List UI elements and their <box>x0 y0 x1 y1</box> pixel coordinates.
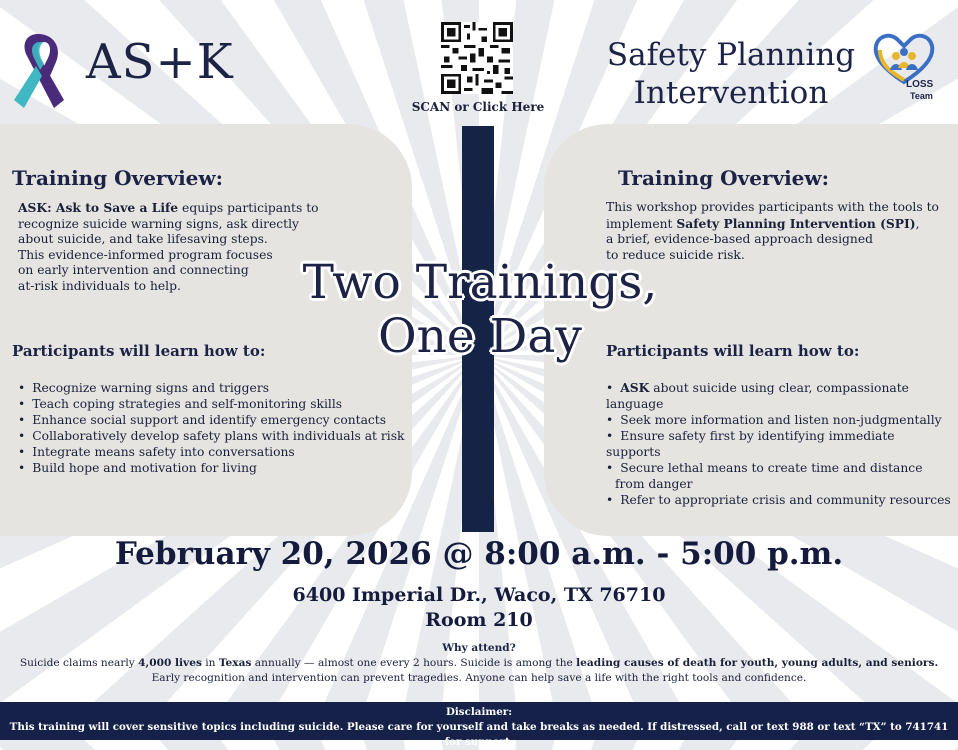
center-title-line1: Two Trainings, <box>302 255 658 310</box>
spi-program-name: Safety Planning Intervention (SPI) <box>676 215 916 231</box>
ask-program-name: ASK: Ask to Save a Life <box>18 200 179 215</box>
right-overview-l3: a brief, evidence-based approach designed <box>606 232 873 247</box>
right-learn-list <box>606 380 951 508</box>
right-overview-text <box>606 200 946 263</box>
right-overview-l1: This workshop provides participants with the tools to <box>606 200 939 214</box>
why-attend-heading: Why attend? <box>442 642 516 654</box>
right-overview-l2a: implement <box>606 216 677 231</box>
qr-caption: SCAN or Click Here <box>411 100 545 114</box>
awareness-ribbon-icon <box>10 30 66 112</box>
disclaimer-banner <box>0 702 958 748</box>
qr-code[interactable] <box>441 22 513 94</box>
why-line2: Early recognition and intervention can prevent tragedies. Anyone can help save a life with the right tools and confidence. <box>151 672 807 684</box>
disclaimer-heading: Disclaimer: <box>445 706 513 718</box>
right-overview-l2c: , <box>915 216 920 231</box>
ask-bold: ASK <box>620 380 650 395</box>
event-room: Room 210 <box>425 609 533 631</box>
bullet4-line1: Secure lethal means to create time and distance <box>620 461 923 475</box>
left-overview-l6: at-risk individuals to help. <box>18 278 181 293</box>
right-overview-heading: Training Overview: <box>618 166 829 190</box>
loss-logo-sub: Team <box>910 91 933 101</box>
left-overview-l1: equips participants to <box>178 201 319 215</box>
center-title-line2: One Day <box>378 309 582 364</box>
list-item: • Build hope and motivation for living <box>18 460 408 476</box>
center-title <box>260 256 700 364</box>
right-learn-heading: Participants will learn how to: <box>606 342 860 360</box>
disclaimer-text: This training will cover sensitive topics including suicide. Please care for yourself and take breaks as needed. If distressed, call or text 988 or text “TX” to 741741 for support. <box>9 721 949 748</box>
list-item: • Teach coping strategies and self-monitoring skills <box>18 396 408 412</box>
ask-logo-text: AS+K <box>86 34 234 90</box>
why-attend-text <box>0 656 958 686</box>
why-line1: Suicide claims nearly 4,000 lives in Texas annually — almost one every 2 hours. Suicide is among the leading causes of death for youth, young adults, and seniors. <box>19 657 939 669</box>
list-item: • Recognize warning signs and triggers <box>18 380 408 396</box>
spi-title-line1: Safety Planning <box>606 37 856 73</box>
left-overview-l3: about suicide, and take lifesaving steps. <box>18 232 268 247</box>
right-overview-l4: to reduce suicide risk. <box>606 247 745 262</box>
left-overview-l5: on early intervention and connecting <box>18 263 249 278</box>
event-address: 6400 Imperial Dr., Waco, TX 76710 <box>292 584 666 606</box>
list-item: • Collaboratively develop safety plans with individuals at risk <box>18 428 408 444</box>
list-item: • Refer to appropriate crisis and community resources <box>606 492 951 508</box>
list-item <box>606 460 951 492</box>
loss-team-logo <box>872 30 936 106</box>
left-learn-list <box>18 380 408 476</box>
list-item <box>606 380 951 412</box>
left-overview-l2: recognize suicide warning signs, ask directly <box>18 216 299 231</box>
loss-logo-text: LOSS <box>906 79 934 90</box>
left-overview-heading: Training Overview: <box>12 166 223 190</box>
bullet4-line2: from danger <box>615 477 693 491</box>
list-item: • Integrate means safety into conversations <box>18 444 408 460</box>
event-date-time: February 20, 2026 @ 8:00 a.m. - 5:00 p.m. <box>114 536 844 572</box>
left-learn-heading: Participants will learn how to: <box>12 342 266 360</box>
list-item: • Ensure safety first by identifying immediate supports <box>606 428 951 460</box>
bullet1-rest: about suicide using clear, compassionate language <box>606 381 909 411</box>
list-item: • Seek more information and listen non-judgmentally <box>606 412 951 428</box>
spi-title-line2: Intervention <box>633 75 829 111</box>
left-overview-l4: This evidence-informed program focuses <box>18 247 273 262</box>
spi-title <box>596 36 866 112</box>
list-item: • Enhance social support and identify emergency contacts <box>18 412 408 428</box>
heart-people-icon <box>872 30 936 86</box>
